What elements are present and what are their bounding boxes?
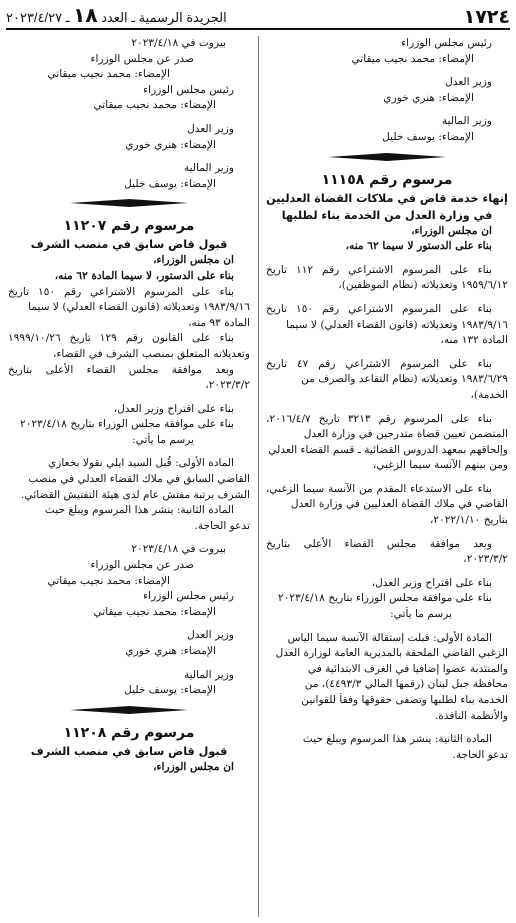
issue-number: ١٨ [73,5,98,27]
body-line: المادة ٩٣ منه، [188,316,250,329]
signature-line: صدر عن مجلس الوزراء [90,559,194,572]
decree-title: مرسوم رقم ١١١٥٨ [321,171,453,188]
decree-subtitle: قبول قاض سابق في منصب الشرف [30,744,228,758]
signature-line: رئيس مجلس الوزراء [143,83,234,96]
decree-subtitle: إنهاء خدمة قاض في ملاكات القضاة العدليين [266,191,508,205]
right-column [266,36,508,763]
article-line: محافظة جبل لبنان (رقمها المالي ٤٤٩٣/٣)، من [304,678,508,691]
body-line: المادة ١٣٢ منه، [440,334,508,347]
body-line: بناء على المرسوم الاشتراعي رقم ١٥٠ تاريخ [8,285,234,298]
article-line: الزغبي القاضي الملحقة بالمديرية العامة لوزارة العدل [275,647,508,660]
journal-name: الجريدة الرسمية ـ العدد [97,10,227,25]
body-line: وتعديلاته المتعلق بمنصب الشرف في القضاء، [53,347,250,360]
section-separator [8,192,250,214]
body-line: بناء على القانون رقم ١٢٩ تاريخ ١٩٩٩/١٠/٢٦ [8,332,234,345]
page-number: ١٧٢٤ [463,6,510,28]
place-date: بيروت في ٢٠٢٣/٤/١٨ [131,543,226,556]
article-line: المادة الثانية: ينشر هذا المرسوم ويبلغ حيث [302,733,492,746]
body-line: ١٩٨٣/٦/٢٩ وتعديلاته (نظام التقاعد والصرف من [301,373,508,386]
signature-line: وزير المالية [183,162,234,175]
signature-line: الإمضاء: محمد نجيب ميقاتي [351,52,474,65]
body-line: بتاريخ ٢٠٢٢/١/١٠، [429,514,508,527]
body-line: وبعد موافقة مجلس القضاء الأعلى بتاريخ [8,363,234,376]
decree-subtitle: قبول قاض سابق في منصب الشرف [30,238,228,252]
signature-line: الإمضاء: يوسف خليل [124,684,216,697]
body-line: بناء على اقتراح وزير العدل، [113,402,234,415]
body-line: الخدمة)، [470,388,508,401]
page-header [6,4,510,30]
article-line: تدعو الحاجة. [452,748,508,761]
intro-line: ان مجلس الوزراء، [153,254,234,267]
body-line: بناء على موافقة مجلس الوزراء بتاريخ ٢٠٢٣/٤/١٨ [20,418,234,431]
body-line: ١٩٨٣/٩/١٦ وتعديلاته (قانون القضاء العدلي) لا سيما [286,318,508,331]
body-line: ٢٠٢٣/٣/٢، [205,379,250,392]
intro-line: بناء على الدستور لا سيما ٦٢ منه، [345,240,492,253]
body-line: بناء على المرسوم الاشتراعي رقم ١١٢ تاريخ [266,263,492,276]
signature-line: رئيس مجلس الوزراء [143,590,234,603]
section-separator [8,699,250,721]
left-column [8,36,250,775]
article-line: المادة الثانية: ينشر هذا المرسوم ويبلغ حيث [44,504,234,517]
signature-line: الإمضاء: محمد نجيب ميقاتي [93,605,216,618]
article-line: تدعو الحاجة. [194,519,250,532]
signature-line: الإمضاء: محمد نجيب ميقاتي [47,574,170,587]
body-line: بناء على المرسوم الاشتراعي رقم ١٥٠ تاريخ [266,302,492,315]
decree-subtitle: في وزارة العدل من الخدمة بناء لطلبها [281,208,493,222]
decree-title: مرسوم رقم ١١٢٠٨ [63,724,195,741]
signature-line: وزير المالية [441,115,492,128]
article-line: والمنتدبة عضوا إضافيا في الغرف الابتدائية في [307,662,508,675]
body-line: بناء على المرسوم رقم ٣٢١٣ تاريخ ٢٠١٦/٤/٧، [266,412,492,425]
body-line: بناء على موافقة مجلس الوزراء بتاريخ ٢٠٢٣/٤/١٨ [278,592,492,605]
signature-line: وزير العدل [187,122,234,135]
body-line: بناء على اقتراح وزير العدل، [371,576,492,589]
article-line: الشرف برتبة مفتش عام لدى هيئة التفتيش القضائي. [21,488,250,501]
body-line: ٢٠٢٣/٣/٢، [463,553,508,566]
column-divider [258,36,259,917]
body-line: بناء على الاستدعاء المقدم من الآنسة سيما الزغبي، [266,482,492,495]
issue-date: ـ ٢٠٢٣/٤/٢٧ [6,10,74,25]
body-line: ومن بينهم الآنسة سيما الزغبي، [372,459,508,472]
article-line: المادة الأولى: قُبل السيد ايلي نقولا بخعازي [48,457,234,470]
intro-line: ان مجلس الوزراء، [153,760,234,773]
body-line: وإلحاقهم بمعهد الدروس القضائية ـ قسم القضاء العدلي [268,443,508,456]
article-line: المادة الأولى: قبلت إستقالة الآنسة سيما الياس [287,631,492,644]
body-line: القاضي في ملاك القضاة العدليين في وزارة العدل [290,498,508,511]
body-line: يرسم ما يأتي: [390,608,452,621]
signature-line: الإمضاء: يوسف خليل [124,177,216,190]
signature-line: وزير العدل [445,76,492,89]
signature-line: وزير المالية [183,668,234,681]
signature-line: الإمضاء: هنري خوري [383,91,474,104]
signature-line: الإمضاء: هنري خوري [125,645,216,657]
body-line: ١٩٨٣/٩/١٦ وتعديلاته (قانون القضاء العدلي) لا سيما [28,301,250,314]
journal-header [6,6,227,28]
intro-line: ان مجلس الوزراء، [411,224,492,237]
body-line: وبعد موافقة مجلس القضاء الأعلى بتاريخ [266,537,492,550]
body-line: ١٩٥٩/٦/١٢ وتعديلاته (نظام الموظفين)، [338,279,508,292]
signature-line: صدر عن مجلس الوزراء [90,52,194,65]
place-date: بيروت في ٢٠٢٣/٤/١٨ [131,37,226,49]
body-line: بناء على المرسوم الاشتراعي رقم ٤٧ تاريخ [266,357,492,370]
section-separator [266,146,508,168]
article-line: القاضي السابق في ملاك القضاء العدلي في منصب [28,473,250,486]
article-line: الخدمة بناء لطلبها وتصفى حقوقها وفقاً للقوانين [301,694,508,706]
decree-title: مرسوم رقم ١١٢٠٧ [63,218,195,235]
signature-line: الإمضاء: محمد نجيب ميقاتي [47,68,170,81]
signature-line: الإمضاء: يوسف خليل [382,130,474,143]
body-line: المتضمن تعيين قضاة متدرجين في وزارة العدل [303,428,508,441]
body-line: يرسم ما يأتي: [132,433,194,446]
signature-line: الإمضاء: محمد نجيب ميقاتي [93,99,216,112]
article-line: والأنظمة النافذة. [434,709,508,722]
intro-line: بناء على الدستور، لا سيما المادة ٦٢ منه، [54,269,234,282]
signature-line: وزير العدل [187,629,234,642]
signature-line: الإمضاء: هنري خوري [125,138,216,151]
signature-line: رئيس مجلس الوزراء [401,37,492,49]
